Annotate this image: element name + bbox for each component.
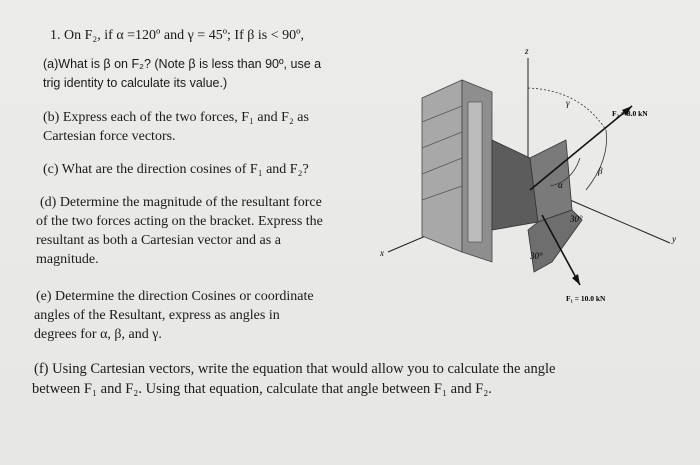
- part-d-line3: resultant as both a Cartesian vector and as a: [36, 233, 281, 248]
- axis-y-label: y: [672, 234, 676, 244]
- force-f2-arrow: [530, 106, 632, 190]
- axis-z-label: z: [525, 46, 529, 56]
- part-b-line2: Cartesian force vectors.: [43, 129, 176, 144]
- angle-beta-label: β: [598, 166, 603, 176]
- gamma-arc: [528, 88, 606, 130]
- angle-30-lower: 30°: [530, 251, 543, 261]
- part-f-line2: between F₁ and F₂. Using that equation, calculate that angle between F₁ and F₂.: [32, 381, 492, 397]
- bracket-plate: [492, 140, 538, 230]
- part-e-line3: degrees for α, β, and γ.: [34, 327, 162, 342]
- y-axis-line: [570, 200, 670, 243]
- part-c: (c) What are the direction cosines of F₁ and F₂?: [43, 162, 309, 177]
- bracket-force-figure: [370, 40, 690, 310]
- part-d-line1: (d) Determine the magnitude of the resultant force: [40, 195, 322, 210]
- part-b-line1: (b) Express each of the two forces, F₁ and F₂ as: [43, 110, 309, 125]
- part-d-line2: of the two forces acting on the bracket. Express the: [36, 214, 323, 229]
- axis-x-label: x: [380, 248, 384, 258]
- part-e-line1: (e) Determine the direction Cosines or coordinate: [36, 289, 314, 304]
- bracket-plate-right: [530, 140, 572, 222]
- part-a-line2: trig identity to calculate its value.): [43, 76, 228, 90]
- part-d-line4: magnitude.: [36, 252, 99, 267]
- beta-arc: [586, 130, 607, 190]
- part-a-line1: (a)What is β on F₂? (Note β is less than 90º, use a: [43, 57, 322, 71]
- force-f2-label: F₂ = 8.0 kN: [612, 109, 648, 118]
- problem-intro: 1. On F₂, if α =120º and γ = 45º; If β is < 90º,: [50, 28, 304, 43]
- part-e-line2: angles of the Resultant, express as angles in: [34, 308, 280, 323]
- part-f-line1: (f) Using Cartesian vectors, write the equation that would allow you to calculate the angle: [34, 361, 556, 377]
- angle-30-upper: 30°: [570, 214, 583, 224]
- flange-web: [468, 102, 482, 242]
- angle-gamma-label: γ: [566, 98, 570, 108]
- force-f1-label: F₁ = 10.0 kN: [566, 294, 606, 303]
- angle-alpha-label: α: [558, 180, 563, 190]
- force-f1-arrowhead: [572, 274, 580, 285]
